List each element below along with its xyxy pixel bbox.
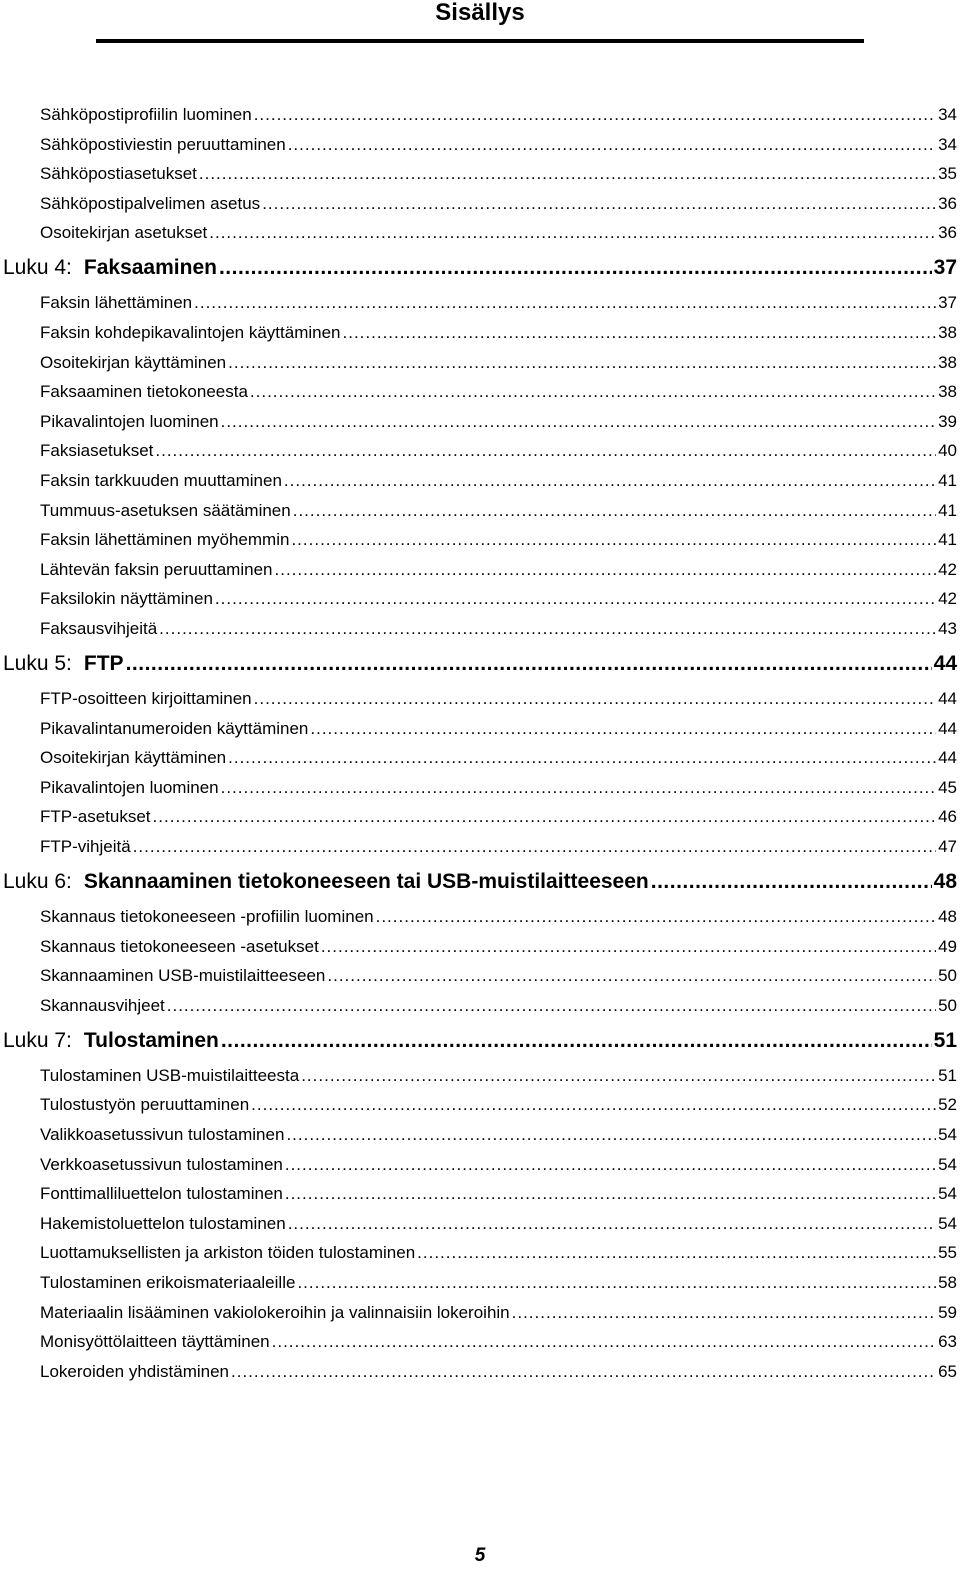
- dot-leader: [221, 411, 936, 433]
- dot-leader: [262, 193, 936, 215]
- entry-title: Tulostaminen erikoismateriaaleille: [40, 1273, 296, 1292]
- entry-page-number: 47: [938, 837, 957, 856]
- entry-page-number: 46: [938, 807, 957, 827]
- entry-page-number: 38: [938, 352, 957, 372]
- entry-title: Fonttimalliluettelon tulostaminen: [40, 1184, 283, 1204]
- entry-page-number: 59: [938, 1302, 957, 1322]
- toc-entry[interactable]: [40, 1154, 957, 1176]
- entry-page-number: 58: [938, 1273, 957, 1292]
- dot-leader: [285, 1183, 936, 1205]
- entry-page-number: 54: [938, 1125, 957, 1144]
- dot-leader: [221, 1028, 932, 1054]
- entry-title: FTP-osoitteen kirjoittaminen: [40, 689, 252, 708]
- dot-leader: [651, 869, 932, 895]
- dot-leader: [310, 718, 936, 740]
- toc-entry[interactable]: [40, 936, 957, 958]
- entry-title: Lähtevän faksin peruuttaminen: [40, 559, 273, 579]
- toc-entry[interactable]: [40, 1242, 957, 1264]
- chapter-page-number: 51: [933, 1028, 957, 1052]
- page-title: Sisällys: [435, 0, 525, 26]
- dot-leader: [228, 352, 936, 374]
- toc-entry[interactable]: [40, 322, 957, 344]
- dot-leader: [284, 470, 936, 492]
- toc-entry[interactable]: [40, 470, 957, 492]
- chapter-number: Luku 6:: [3, 870, 72, 893]
- dot-leader: [250, 381, 936, 403]
- dot-leader: [251, 1094, 936, 1116]
- entry-page-number: 65: [938, 1361, 957, 1381]
- dot-leader: [301, 1065, 936, 1087]
- entry-page-number: 39: [938, 411, 957, 431]
- entry-page-number: 63: [938, 1332, 957, 1352]
- toc-entry[interactable]: [40, 588, 957, 610]
- entry-page-number: 42: [938, 559, 957, 579]
- entry-title: Verkkoasetussivun tulostaminen: [40, 1154, 283, 1174]
- entry-title: Skannaaminen USB-muistilaitteeseen: [40, 966, 326, 986]
- toc-entry[interactable]: [40, 134, 957, 156]
- page-number: 5: [474, 1545, 486, 1566]
- toc-entry[interactable]: [40, 995, 957, 1017]
- toc-entry[interactable]: [40, 618, 957, 640]
- toc-entry[interactable]: [40, 104, 957, 126]
- dot-leader: [376, 906, 936, 928]
- entry-title: Tummuus-asetuksen säätäminen: [40, 500, 291, 520]
- entry-title: Faksin tarkkuuden muuttaminen: [40, 471, 282, 490]
- toc-entry[interactable]: [40, 1124, 957, 1146]
- dot-leader: [159, 618, 936, 640]
- dot-leader: [215, 588, 936, 610]
- entry-page-number: 54: [938, 1154, 957, 1174]
- chapter-title: [3, 255, 217, 281]
- entry-page-number: 44: [938, 689, 957, 708]
- entry-title: FTP-vihjeitä: [40, 837, 131, 856]
- entry-page-number: 42: [938, 589, 957, 609]
- entry-page-number: 51: [938, 1065, 957, 1085]
- dot-leader: [288, 1213, 936, 1235]
- entry-page-number: 50: [938, 995, 957, 1015]
- toc-entry[interactable]: [40, 193, 957, 215]
- toc-entry[interactable]: [40, 440, 957, 462]
- dot-leader: [254, 688, 936, 710]
- entry-page-number: 44: [938, 748, 957, 768]
- entry-title: Sähköpostiasetukset: [40, 164, 197, 184]
- entry-title: Monisyöttölaitteen täyttäminen: [40, 1332, 270, 1352]
- entry-page-number: 34: [938, 134, 957, 154]
- chapter-title-text: Faksaaminen: [83, 256, 217, 280]
- chapter-number: Luku 4:: [3, 256, 72, 280]
- entry-page-number: 34: [938, 105, 957, 124]
- toc-chapter[interactable]: [3, 1028, 957, 1054]
- entry-page-number: 54: [938, 1184, 957, 1204]
- entry-title: Faksin lähettäminen myöhemmin: [40, 530, 290, 550]
- entry-page-number: 37: [938, 293, 957, 313]
- dot-leader: [254, 104, 936, 126]
- entry-title: Faksin lähettäminen: [40, 293, 193, 313]
- entry-title: Pikavalintojen luominen: [40, 777, 219, 797]
- entry-page-number: 44: [938, 718, 957, 738]
- toc-entry[interactable]: [40, 1183, 957, 1205]
- dot-leader: [199, 163, 936, 185]
- toc-entry[interactable]: [40, 688, 957, 710]
- entry-title: Osoitekirjan käyttäminen: [40, 748, 227, 768]
- toc-entry[interactable]: [40, 906, 957, 928]
- toc-chapter[interactable]: [3, 869, 957, 895]
- chapter-number: Luku 7:: [3, 1028, 72, 1052]
- toc-entry[interactable]: [40, 381, 957, 403]
- toc-entry[interactable]: [40, 411, 957, 433]
- chapter-page-number: 37: [933, 256, 957, 280]
- dot-leader: [285, 1154, 936, 1176]
- dot-leader: [155, 440, 936, 462]
- entry-title: Pikavalintanumeroiden käyttäminen: [40, 718, 309, 738]
- entry-page-number: 48: [938, 907, 957, 926]
- dot-leader: [288, 134, 936, 156]
- chapter-title: [3, 1028, 219, 1054]
- toc-entry[interactable]: [40, 1331, 957, 1353]
- entry-page-number: 55: [938, 1243, 957, 1263]
- toc-entry[interactable]: [40, 1213, 957, 1235]
- entry-title: Lokeroiden yhdistäminen: [40, 1361, 230, 1381]
- entry-page-number: 35: [938, 164, 957, 184]
- toc-entry[interactable]: [40, 718, 957, 740]
- dot-leader: [343, 322, 937, 344]
- dot-leader: [167, 995, 936, 1017]
- entry-title: Faksaaminen tietokoneesta: [40, 382, 248, 402]
- toc-entry[interactable]: [40, 965, 957, 987]
- dot-leader: [194, 292, 936, 314]
- entry-title: Skannausvihjeet: [40, 995, 165, 1015]
- entry-title: Faksin kohdepikavalintojen käyttäminen: [40, 323, 341, 342]
- entry-title: Osoitekirjan käyttäminen: [40, 352, 227, 372]
- entry-title: Materiaalin lisääminen vakiolokeroihin ja valinnaisiin lokeroihin: [40, 1302, 510, 1322]
- entry-title: FTP-asetukset: [40, 807, 151, 827]
- entry-page-number: 38: [938, 382, 957, 402]
- dot-leader: [209, 222, 936, 244]
- chapter-page-number: 48: [933, 870, 957, 893]
- chapter-number: Luku 5:: [3, 652, 72, 675]
- chapter-title: [3, 869, 649, 895]
- entry-title: Tulostustyön peruuttaminen: [40, 1095, 250, 1115]
- dot-leader: [327, 965, 936, 987]
- entry-title: Faksiasetukset: [40, 441, 154, 461]
- toc-chapter[interactable]: [3, 651, 957, 677]
- entry-page-number: 40: [938, 441, 957, 461]
- entry-page-number: 43: [938, 619, 957, 638]
- entry-title: Hakemistoluettelon tulostaminen: [40, 1213, 286, 1233]
- dot-leader: [321, 936, 936, 958]
- toc-entry[interactable]: [40, 352, 957, 374]
- toc-entry[interactable]: [40, 1302, 957, 1324]
- entry-page-number: 45: [938, 777, 957, 797]
- toc-entry[interactable]: [40, 529, 957, 551]
- dot-leader: [293, 500, 936, 522]
- entry-title: Sähköpostiprofiilin luominen: [40, 105, 252, 124]
- entry-title: Sähköpostiviestin peruuttaminen: [40, 134, 286, 154]
- dot-leader: [219, 255, 932, 281]
- toc-entry[interactable]: [40, 1094, 957, 1116]
- entry-title: Faksausvihjeitä: [40, 619, 158, 638]
- chapter-title-text: FTP: [83, 652, 124, 675]
- chapter-title-text: Tulostaminen: [83, 1028, 219, 1052]
- chapter-page-number: 44: [933, 652, 957, 675]
- entry-title: Tulostaminen USB-muistilaitteesta: [40, 1065, 300, 1085]
- dot-leader: [291, 529, 936, 551]
- entry-page-number: 36: [938, 193, 957, 213]
- chapter-title-text: Skannaaminen tietokoneeseen tai USB-muistilaitteeseen: [83, 870, 649, 893]
- toc-entry[interactable]: [40, 836, 957, 858]
- dot-leader: [512, 1302, 936, 1324]
- entry-title: Pikavalintojen luominen: [40, 411, 219, 431]
- toc-entry[interactable]: [40, 559, 957, 581]
- entry-title: Faksilokin näyttäminen: [40, 589, 213, 609]
- dot-leader: [272, 1331, 936, 1353]
- toc-entry[interactable]: [40, 747, 957, 769]
- toc-entry[interactable]: [40, 163, 957, 185]
- toc-entry[interactable]: [40, 1065, 957, 1087]
- entry-title: Skannaus tietokoneeseen -profiilin luominen: [40, 907, 374, 926]
- entry-page-number: 41: [938, 530, 957, 550]
- dot-leader: [126, 651, 932, 677]
- entry-title: Sähköpostipalvelimen asetus: [40, 193, 261, 213]
- toc-entry[interactable]: [40, 500, 957, 522]
- toc-entry[interactable]: [40, 806, 957, 828]
- dot-leader: [275, 559, 937, 581]
- dot-leader: [297, 1272, 936, 1294]
- entry-page-number: 38: [938, 323, 957, 342]
- entry-page-number: 50: [938, 966, 957, 986]
- entry-title: Skannaus tietokoneeseen -asetukset: [40, 936, 319, 956]
- dot-leader: [286, 1124, 936, 1146]
- toc-entry[interactable]: [40, 1272, 957, 1294]
- dot-leader: [231, 1361, 936, 1383]
- entry-page-number: 54: [938, 1213, 957, 1233]
- entry-title: Valikkoasetussivun tulostaminen: [40, 1125, 285, 1144]
- entry-page-number: 36: [938, 223, 957, 243]
- toc-entry[interactable]: [40, 1361, 957, 1383]
- dot-leader: [153, 806, 937, 828]
- toc-entry[interactable]: [40, 777, 957, 799]
- dot-leader: [221, 777, 936, 799]
- toc-entry[interactable]: [40, 222, 957, 244]
- chapter-title: [3, 651, 124, 677]
- entry-page-number: 41: [938, 500, 957, 520]
- toc-entry[interactable]: [40, 292, 957, 314]
- entry-page-number: 41: [938, 471, 957, 490]
- entry-title: Osoitekirjan asetukset: [40, 223, 208, 243]
- entry-title: Luottamuksellisten ja arkiston töiden tulostaminen: [40, 1243, 416, 1263]
- dot-leader: [228, 747, 936, 769]
- toc-chapter[interactable]: [3, 255, 957, 281]
- dot-leader: [417, 1242, 936, 1264]
- dot-leader: [133, 836, 936, 858]
- entry-page-number: 49: [938, 936, 957, 956]
- entry-page-number: 52: [938, 1095, 957, 1115]
